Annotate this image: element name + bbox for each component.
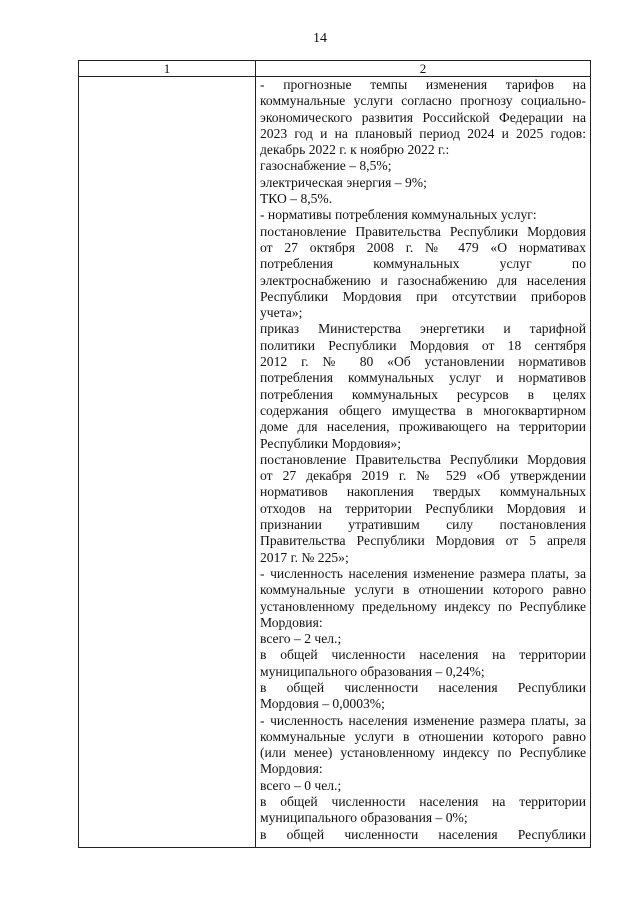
- text-line: электроснабжению и газоснабжению для населения: [260, 272, 586, 288]
- column-header-1: 1: [79, 61, 256, 77]
- text-line: в общей численности населения на территории: [260, 794, 586, 810]
- text-line: политики Республики Мордовия от 18 сентября: [260, 337, 586, 353]
- column-1-cell: [79, 77, 256, 848]
- text-line: приказ Министерства энергетики и тарифной: [260, 321, 586, 337]
- text-line: Мордовия:: [260, 761, 323, 777]
- text-line: Правительства Республики Мордовия от 5 апреля: [260, 533, 586, 549]
- text-line: нормативов накопления твердых коммунальных: [260, 484, 586, 500]
- document-table: [78, 60, 591, 848]
- column-2-cell: [256, 77, 591, 848]
- text-line: 2012 г. № 80 «Об установлении нормативов: [260, 354, 586, 370]
- text-line: 2017 г. № 225»;: [260, 549, 349, 565]
- text-line: Республики Мордовия»;: [260, 435, 401, 451]
- text-line: от 27 декабря 2019 г. № 529 «Об утверждении: [260, 468, 586, 484]
- text-line: - прогнозные темпы изменения тарифов на: [260, 77, 586, 92]
- text-line: декабрь 2022 г. к ноябрю 2022 г.:: [260, 142, 450, 158]
- text-line: коммунальные услуги в отношении которого равно: [260, 728, 586, 744]
- text-line: в общей численности населения на территории: [260, 647, 586, 663]
- page-number: 14: [313, 31, 327, 46]
- text-line: газоснабжение – 8,5%;: [260, 158, 392, 174]
- text-line: (или менее) установленному индексу по Республике: [260, 745, 586, 761]
- text-line: - нормативы потребления коммунальных услуг:: [260, 207, 537, 223]
- text-line: доме для населения, проживающего на территории: [260, 419, 586, 435]
- text-line: экономического развития Российской Федерации на: [260, 109, 586, 125]
- text-line: от 27 октября 2008 г. № 479 «О нормативах: [260, 239, 586, 255]
- text-line: потребления коммунальных услуг и нормативов: [260, 370, 586, 386]
- text-line: муниципального образования – 0%;: [260, 810, 468, 826]
- text-line: электрическая энергия – 9%;: [260, 174, 427, 190]
- text-line: всего – 2 чел.;: [260, 631, 342, 647]
- text-line: Мордовия:: [260, 614, 323, 630]
- text-line: в общей численности населения Республики: [260, 826, 586, 842]
- text-line: коммунальные услуги в отношении которого равно: [260, 582, 586, 598]
- text-line: - численность населения изменение размера платы, за: [260, 712, 586, 728]
- text-line: установленному предельному индексу по Республике: [260, 598, 586, 614]
- text-line: муниципального образования – 0,24%;: [260, 663, 485, 679]
- text-line: Республики Мордовия при отсутствии приборов: [260, 288, 586, 304]
- column-header-2: 2: [256, 61, 591, 77]
- text-line: 2023 год и на плановый период 2024 и 2025 годов:: [260, 125, 586, 141]
- text-line: постановление Правительства Республики Мордовия: [260, 223, 586, 239]
- text-line: содержания общего имущества в многоквартирном: [260, 402, 586, 418]
- text-line: потребления коммунальных услуг по: [260, 256, 586, 272]
- text-line: - численность населения изменение размера платы, за: [260, 565, 586, 581]
- text-line: в общей численности населения Республики: [260, 679, 586, 695]
- table-header-row: [79, 61, 591, 77]
- text-line: ТКО – 8,5%.: [260, 191, 333, 207]
- text-line: коммунальные услуги согласно прогнозу социально-: [260, 93, 586, 109]
- column-2-text: [256, 77, 590, 843]
- text-line: Мордовия – 0,0003%;: [260, 696, 385, 712]
- text-line: отходов на территории Республики Мордовия и: [260, 500, 586, 516]
- text-line: всего – 0 чел.;: [260, 777, 342, 793]
- text-line: потребления коммунальных ресурсов в целях: [260, 386, 586, 402]
- table-body-row: [79, 77, 591, 848]
- text-line: постановление Правительства Республики Мордовия: [260, 451, 586, 467]
- text-line: признании утратившим силу постановления: [260, 517, 586, 533]
- text-line: учета»;: [260, 305, 303, 321]
